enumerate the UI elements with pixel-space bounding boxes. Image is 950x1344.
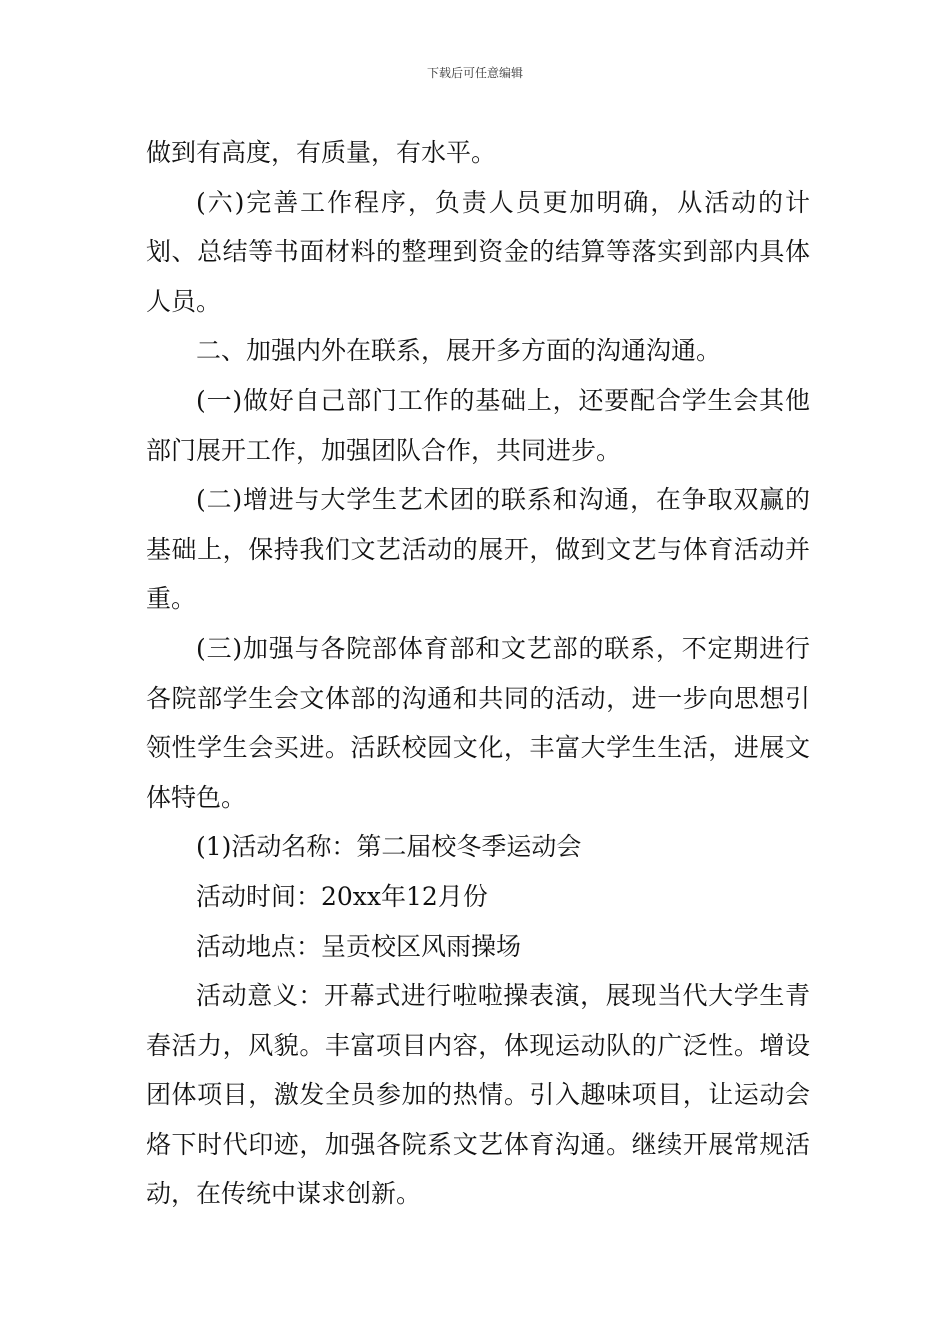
paragraph: 活动意义：开幕式进行啦啦操表演，展现当代大学生青春活力，风貌。丰富项目内容，体现运动队的广泛性。增设团体项目，激发全员参加的热情。引入趣味项目，让运动会烙下时代印迹，加强各院系文艺体育沟通。继续开展常规活动，在传统中谋求创新。 <box>146 981 810 1209</box>
paragraph: 二、加强内外在联系，展开多方面的沟通沟通。 <box>196 336 722 366</box>
paragraph: (1)活动名称：第二届校冬季运动会 <box>196 832 582 862</box>
paragraph: 做到有高度，有质量，有水平。 <box>146 138 497 167</box>
document-body <box>146 128 810 1219</box>
paragraph: 活动地点：呈贡校区风雨操场 <box>196 931 522 961</box>
page-header: 下载后可任意编辑 <box>426 66 523 80</box>
paragraph: (二)增进与大学生艺术团的联系和沟通，在争取双赢的基础上，保持我们文艺活动的展开，做到文艺与体育活动并重。 <box>146 485 810 614</box>
paragraph: (三)加强与各院部体育部和文艺部的联系，不定期进行各院部学生会文体部的沟通和共同的活动，进一步向思想引领性学生会买进。活跃校园文化，丰富大学生生活，进展文体特色。 <box>146 633 810 812</box>
paragraph: (一)做好自己部门工作的基础上，还要配合学生会其他部门展开工作，加强团队合作，共同进步。 <box>146 385 810 465</box>
paragraph: (六)完善工作程序，负责人员更加明确，从活动的计划、总结等书面材料的整理到资金的结算等落实到部内具体人员。 <box>146 187 810 316</box>
paragraph: 活动时间：20xx年12月份 <box>196 881 488 911</box>
